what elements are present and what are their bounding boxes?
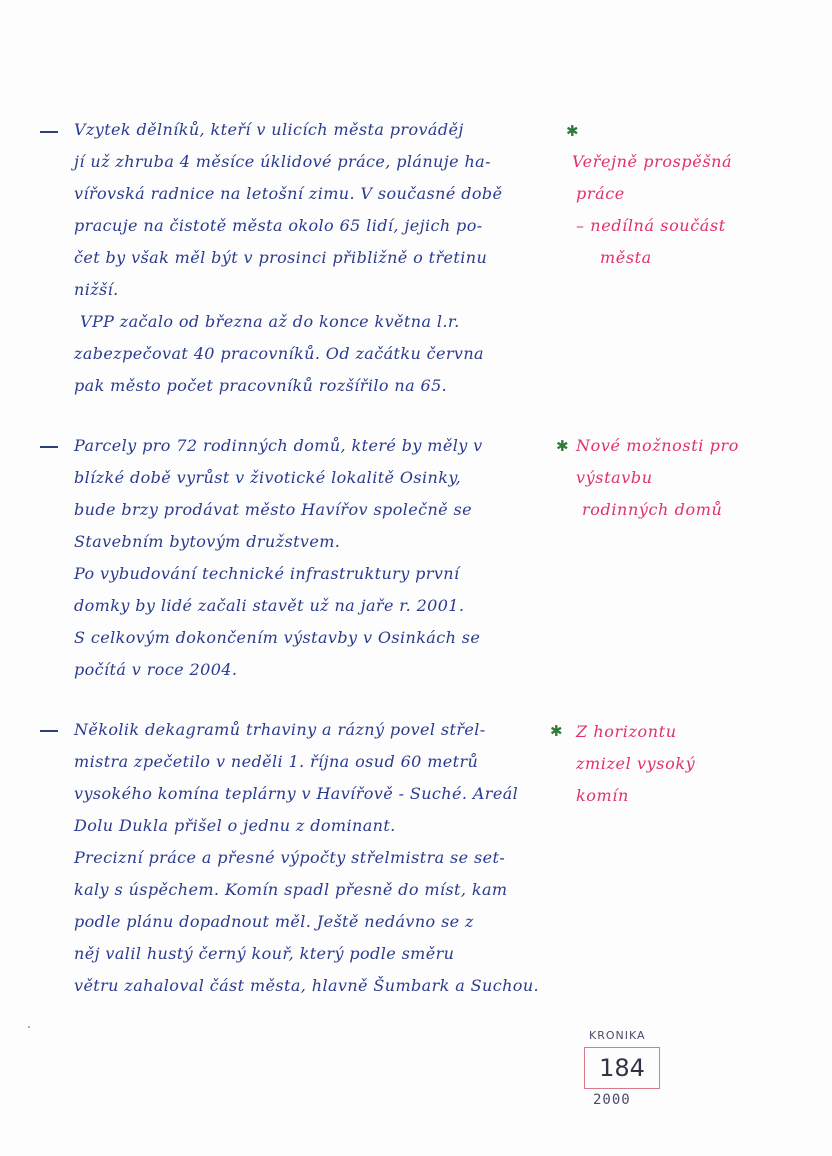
entry-1-star-icon: ✱ — [566, 122, 579, 140]
entry-1-line-3: vířovská radnice na letošní zimu. V současné době — [74, 184, 503, 203]
entry-2-side-note-1: Nové možnosti pro — [576, 436, 739, 455]
page-number-box: 184 — [584, 1047, 660, 1089]
entry-2-line-1: Parcely pro 72 rodinných domů, které by měly v — [74, 436, 483, 455]
entry-1-line-1: Vzytek dělníků, kteří v ulicích města prováděj — [74, 120, 464, 139]
entry-2-line-5: Po vybudování technické infrastruktury první — [74, 564, 460, 583]
entry-1-line-4: pracuje na čistotě města okolo 65 lidí, jejich po- — [74, 216, 483, 235]
entry-3-side-note-2: zmizel vysoký — [576, 754, 696, 773]
entry-1-bullet-dash — [40, 131, 58, 133]
entry-3-bullet-dash — [40, 730, 58, 732]
entry-3-line-2: mistra zpečetilo v neděli 1. října osud 60 metrů — [74, 752, 479, 771]
entry-2-line-6: domky by lidé začali stavět už na jaře r. 2001. — [74, 596, 465, 615]
entry-3-line-6: kaly s úspěchem. Komín spadl přesně do míst, kam — [74, 880, 508, 899]
entry-1-line-7: VPP začalo od března až do konce května l.r. — [80, 312, 460, 331]
entry-1-line-8: zabezpečovat 40 pracovníků. Od začátku června — [74, 344, 484, 363]
entry-2-bullet-dash — [40, 446, 58, 448]
entry-1-side-note-4: města — [600, 248, 652, 267]
entry-2-star-icon: ✱ — [556, 437, 569, 455]
entry-2-line-3: bude brzy prodávat město Havířov společně se — [74, 500, 473, 519]
entry-3-side-note-3: komín — [576, 786, 629, 805]
entry-3-line-3: vysokého komína teplárny v Havířově - Suché. Areál — [74, 784, 519, 803]
entry-1-line-9: pak město počet pracovníků rozšířilo na 65. — [74, 376, 448, 395]
chronicle-stamp-label: KRONIKA — [589, 1029, 646, 1042]
entry-3-line-7: podle plánu dopadnout měl. Ještě nedávno se z — [74, 912, 474, 931]
entry-3-side-note-1: Z horizontu — [576, 722, 677, 741]
entry-3-line-4: Dolu Dukla přišel o jednu z dominant. — [74, 816, 396, 835]
entry-2-line-4: Stavebním bytovým družstvem. — [74, 532, 341, 551]
entry-2-line-7: S celkovým dokončením výstavby v Osinkách se — [74, 628, 481, 647]
entry-1-side-note-1: Veřejně prospěšná — [572, 152, 733, 171]
entry-2-side-note-3: rodinných domů — [582, 500, 723, 519]
entry-3-line-5: Precizní práce a přesné výpočty střelmistra se set- — [74, 848, 506, 867]
entry-3-line-1: Několik dekagramů trhaviny a rázný povel střel- — [74, 720, 486, 739]
chronicle-stamp-year: 2000 — [593, 1092, 631, 1108]
entry-2-line-8: počítá v roce 2004. — [74, 660, 238, 679]
entry-3-star-icon: ✱ — [550, 722, 563, 740]
entry-1-line-5: čet by však měl být v prosinci přibližně o třetinu — [74, 248, 488, 267]
entry-3-line-8: něj valil hustý černý kouř, který podle směru — [74, 944, 455, 963]
entry-2-line-2: blízké době vyrůst v životické lokalitě Osinky, — [74, 468, 462, 487]
entry-3-line-9: větru zahaloval část města, hlavně Šumbark a Suchou. — [74, 976, 540, 995]
entry-1-side-note-2: práce — [576, 184, 625, 203]
entry-1-line-2: jí už zhruba 4 měsíce úklidové práce, plánuje ha- — [74, 152, 491, 171]
entry-2-side-note-2: výstavbu — [576, 468, 653, 487]
entry-1-side-note-3: – nedílná součást — [576, 216, 726, 235]
paper-speck — [28, 1026, 30, 1028]
entry-1-line-6: nižší. — [74, 280, 119, 299]
